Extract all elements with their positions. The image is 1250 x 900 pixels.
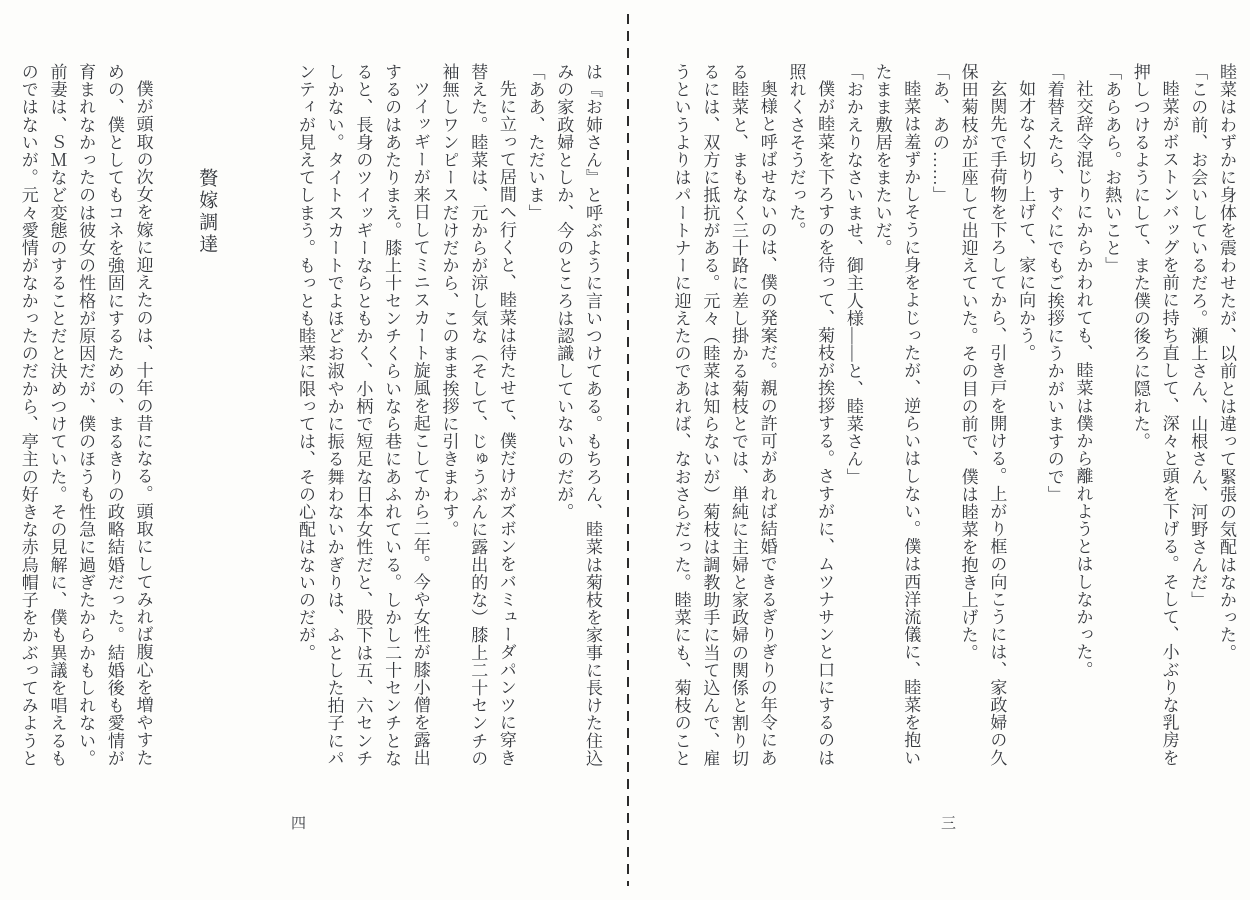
text-line: 社交辞令混じりにからかわれても、睦菜は僕から離れようとはしなかった。 — [1073, 80, 1093, 679]
section-heading: 贅嫁調達 — [196, 168, 218, 256]
page-number-left: 四 — [291, 816, 307, 832]
right-page[interactable] — [666, 63, 1240, 769]
text-line: めの、僕としてもコネを強固にするための、まるきりの政略結婚だった。結婚後も愛情が — [104, 63, 124, 767]
text-line: は『お姉さん』と呼ぶように言いつけてある。もちろん、睦菜は菊枝を家事に長けた住込 — [583, 63, 602, 767]
text-line: 保田菊枝が正座して出迎えていた。その目の前で、僕は睦菜を抱き上げた。 — [958, 63, 978, 662]
text-line: 睦菜は羞ずかしそうに身をよじったが、逆らいはしない。僕は西洋流儀に、睦菜を抱い — [901, 80, 921, 767]
text-line: ンティが見えてしまう。もっとも睦菜に限っては、その心配はないのだが。 — [295, 63, 315, 662]
text-line: 袖無しワンピースだけだから、このまま挨拶に引きまわす。 — [439, 63, 459, 539]
text-line: のではないが。元々愛情がなかったのだから、亭主の好きな赤烏帽子をかぶってみようと — [18, 63, 38, 767]
text-line: 照れくさそうだった。 — [786, 63, 806, 239]
text-line: ると、長身のツイッギーならともかく、小柄で短足な日本女性だと、股下は五、六センチ — [353, 63, 373, 767]
page-divider — [627, 14, 629, 886]
text-line: 睦菜がボストンバッグを前に持ち直して、深々と頭を下げる。そして、小ぶりな乳房を — [1159, 80, 1179, 767]
text-line: しかない。タイトスカートでよほどお淑やかに振る舞わないかぎりは、ふとした拍子にパ — [324, 63, 344, 767]
text-line: 前妻は、ＳＭなど変態のすることだと決めつけていた。その見解に、僕も異議を唱えるも — [47, 63, 67, 767]
left-page[interactable] — [13, 63, 606, 769]
text-line: る睦菜と、まもなく三十路に差し掛かる菊枝とでは、単純に主婦と家政婦の関係と割り切 — [729, 63, 749, 767]
text-line: 玄関先で手荷物を下ろしてから、引き戸を開ける。上がり框の向こうには、家政婦の久 — [987, 80, 1007, 767]
text-line: たまま敷居をまたいだ。 — [872, 63, 892, 257]
text-line: 「あらあら。お熱いこと」 — [1102, 63, 1122, 275]
text-line: 僕が睦菜を下ろすのを待って、菊枝が挨拶する。さすがに、ムツナサンと口にするのは — [815, 80, 835, 767]
text-line: 「あ、あの……」 — [929, 63, 949, 204]
page-number-right: 三 — [941, 816, 957, 832]
text-line: みの家政婦としか、今のところは認識していないのだが。 — [554, 63, 574, 521]
text-line: 「この前、お会いしているだろ。瀬上さん、山根さん、河野さんだ」 — [1188, 63, 1208, 609]
text-line: 奥様と呼ばせないのは、僕の発案だ。親の許可があれば結婚できるぎりぎりの年令にあ — [757, 80, 777, 767]
text-line: 先に立って居間へ行くと、睦菜は待たせて、僕だけがズボンをバミューダパンツに穿き — [496, 80, 516, 767]
text-line: るには、双方に抵抗がある。元々（睦菜は知らないが）菊枝は調教助手に当て込んで、雇 — [700, 63, 720, 767]
text-line: 「着替えたら、すぐにでもご挨拶にうかがいますので」 — [1044, 63, 1064, 503]
text-line: するのはあたりまえ。膝上十センチくらいなら巷にあふれている。しかし二十センチとな — [382, 63, 402, 767]
text-line: 睦菜はわずかに身体を震わせたが、以前とは違って緊張の気配はなかった。 — [1217, 63, 1236, 662]
text-line: 「おかえりなさいませ、御主人様――と、睦菜さん」 — [843, 63, 863, 486]
text-line: 如才なく切り上げて、家に向かう。 — [1016, 80, 1036, 362]
text-line: 「ああ、ただいま」 — [525, 63, 545, 222]
text-line: 育まれなかったのは彼女の性格が原因だが、僕のほうも性急に過ぎたからかもしれない。 — [76, 63, 96, 767]
text-line: 僕が頭取の次女を嫁に迎えたのは、十年の昔になる。頭取にしてみれば腹心を増やすた — [133, 80, 153, 767]
text-line: 替えた。睦菜は、元からが涼し気な（そして、じゅうぶんに露出的な）膝上二十センチの — [468, 63, 488, 767]
text-line: ツイッギーが来日してミニスカート旋風を起こしてから二年。今や女性が膝小僧を露出 — [410, 80, 430, 767]
text-line: うというよりはパートナーに迎えたのであれば、なおさらだった。睦菜にも、菊枝のこと — [671, 63, 691, 767]
text-line: 押しつけるようにして、また僕の後ろに隠れた。 — [1130, 63, 1150, 451]
